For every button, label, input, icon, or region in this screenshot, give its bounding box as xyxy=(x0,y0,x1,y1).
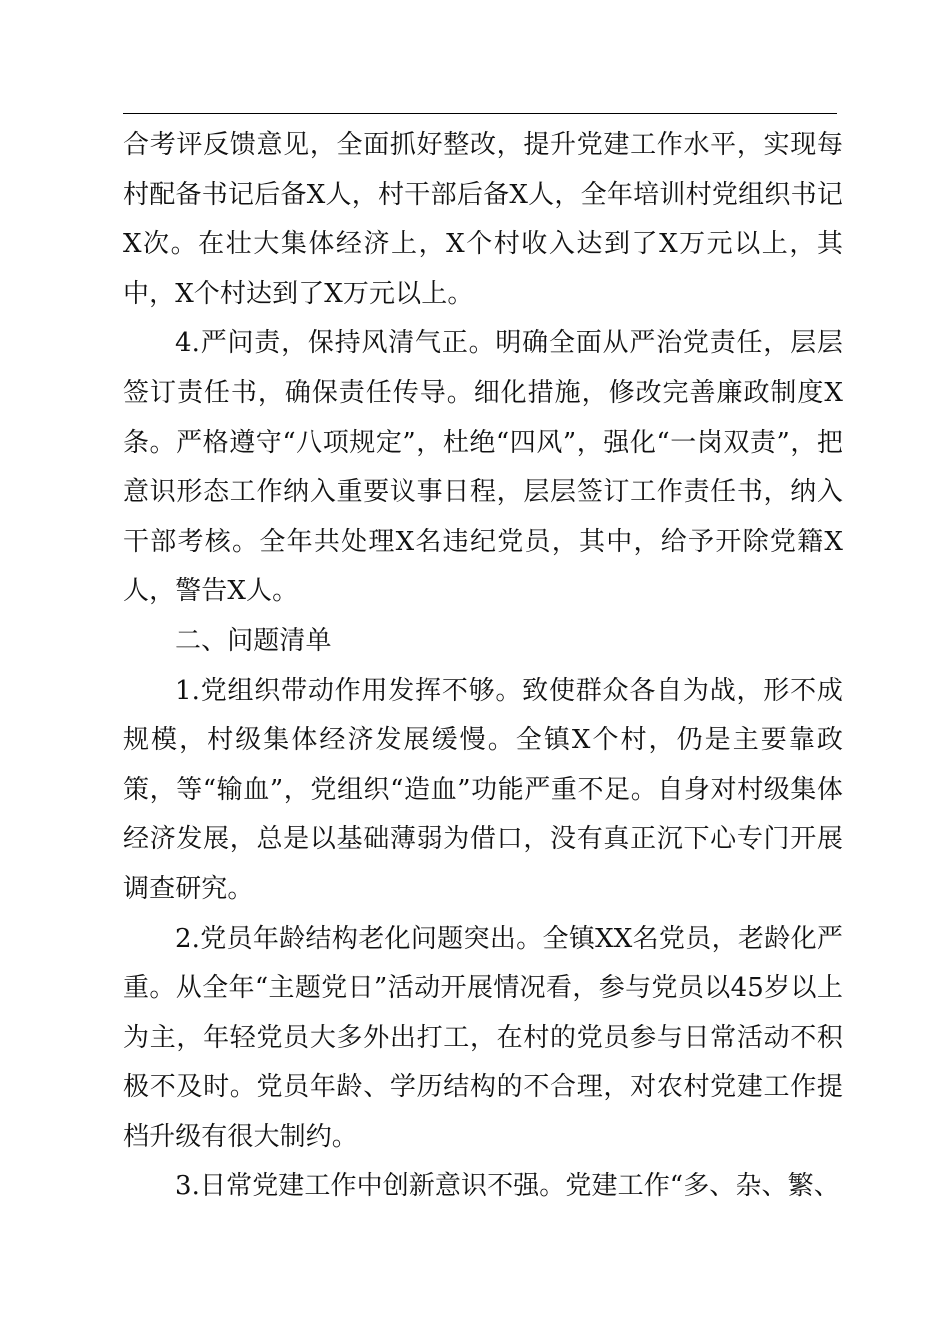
paragraph-assessment-rectification: 合考评反馈意见，全面抓好整改，提升党建工作水平，实现每村配备书记后备X人，村干部后备X人，全年培训村党组织书记X次。在壮大集体经济上，X个村收入达到了X万元以上，其中，X个村达到了X万元以上。 xyxy=(123,130,843,309)
paragraph-problem-3: 3.日常党建工作中创新意识不强。党建工作“多、杂、繁、 xyxy=(175,1171,840,1202)
paragraph-problem-2: 2.党员年龄结构老化问题突出。全镇XX名党员，老龄化严重。从全年“主题党日”活动开展情况看，参与党员以45岁以上为主，年轻党员大多外出打工，在村的党员参与日常活动不积极不及时。党员年龄、学历结构的不合理，对农村党建工作提档升级有很大制约。 xyxy=(123,923,843,1152)
document-body xyxy=(123,121,843,1212)
section-heading-problem-list: 二、问题清单 xyxy=(175,625,332,656)
header-rule xyxy=(123,113,837,114)
paragraph-problem-1: 1.党组织带动作用发挥不够。致使群众各自为战，形不成规模，村级集体经济发展缓慢。全镇X个村，仍是主要靠政策，等“输血”，党组织“造血”功能严重不足。自身对村级集体经济发展，总是以基础薄弱为借口，没有真正沉下心专门开展调查研究。 xyxy=(123,675,843,904)
paragraph-strict-accountability: 4.严问责，保持风清气正。明确全面从严治党责任，层层签订责任书，确保责任传导。细化措施，修改完善廉政制度X条。严格遵守“八项规定”，杜绝“四风”，强化“一岗双责”，把意识形态工作纳入重要议事日程，层层签订工作责任书，纳入干部考核。全年共处理X名违纪党员，其中，给予开除党籍X人，警告X人。 xyxy=(123,328,843,607)
